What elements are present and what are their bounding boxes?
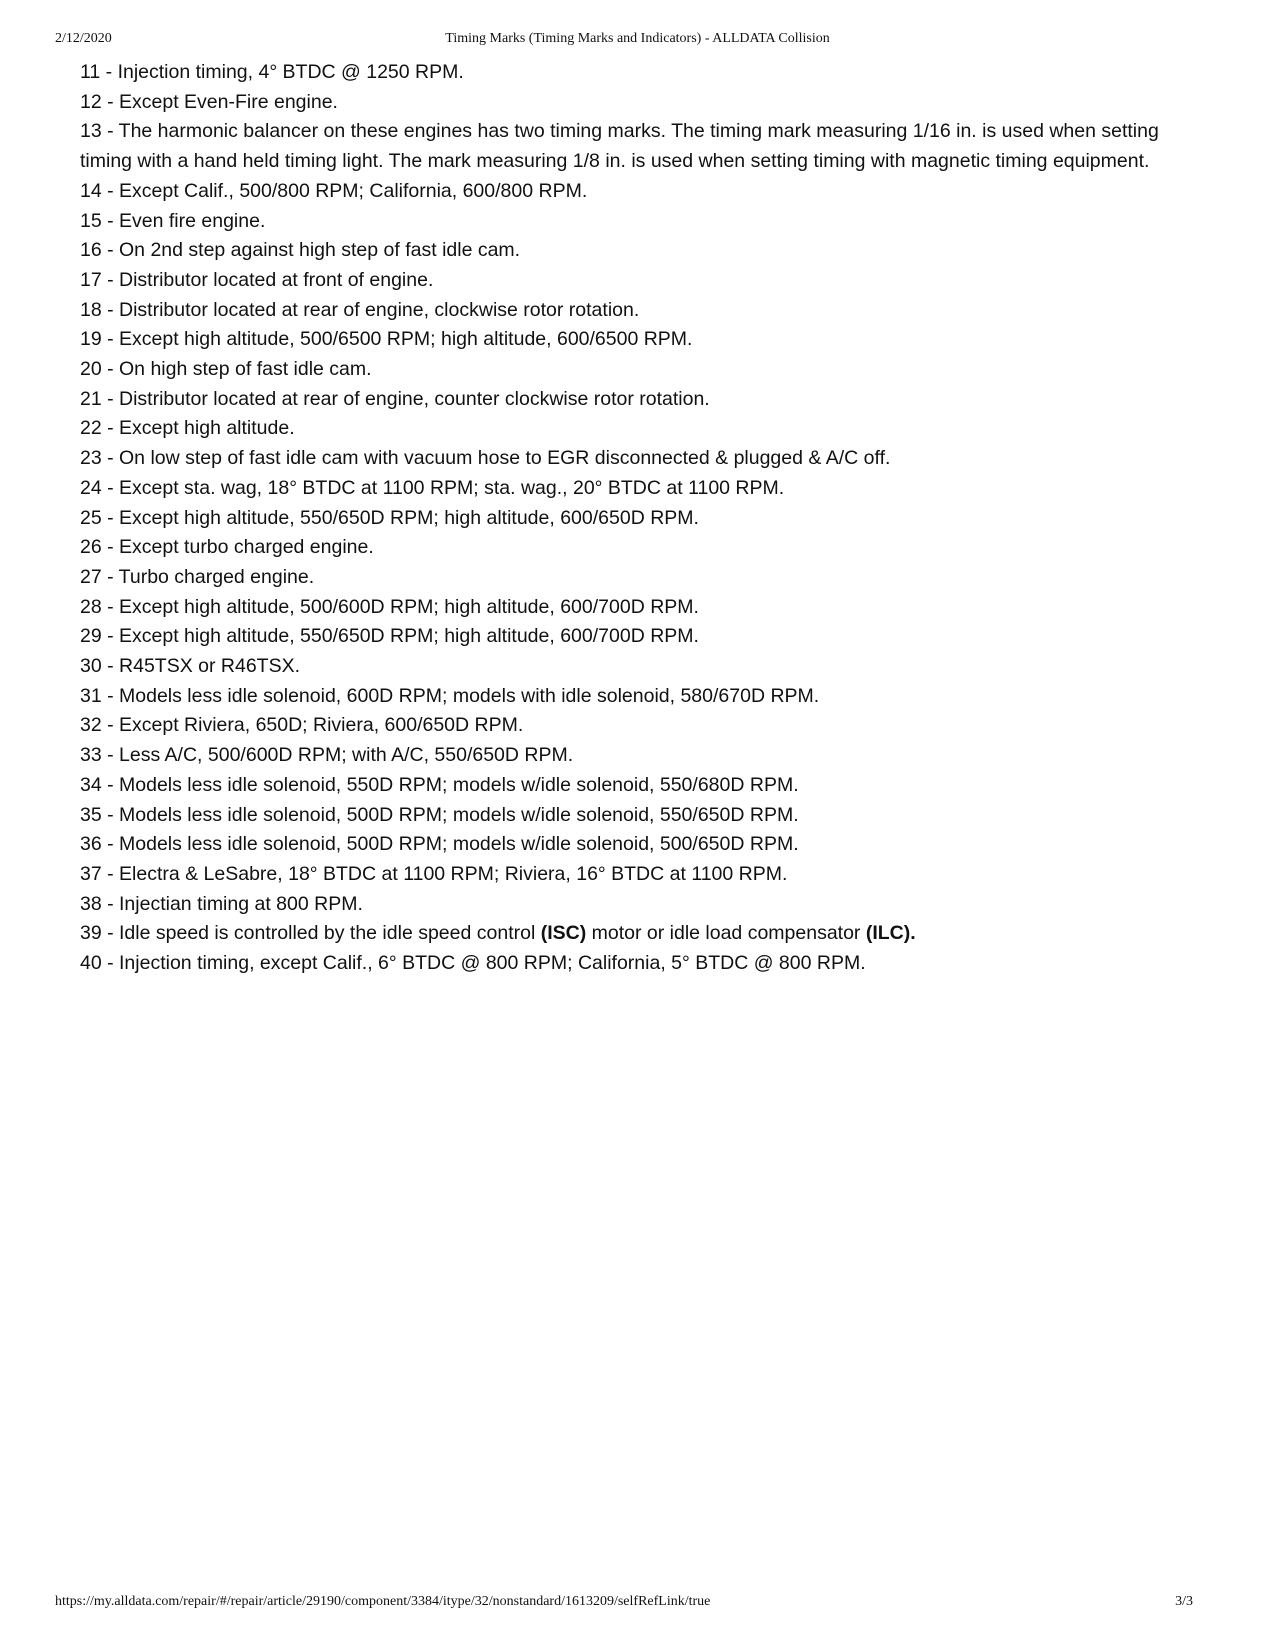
note-item: 33 - Less A/C, 500/600D RPM; with A/C, 550/650D RPM. (80, 744, 574, 767)
note-item: 34 - Models less idle solenoid, 550D RPM; models w/idle solenoid, 550/680D RPM. (80, 773, 799, 796)
note-item: 15 - Even fire engine. (80, 209, 266, 232)
note-item: 22 - Except high altitude. (80, 417, 295, 440)
isc-abbrev: (ISC) (540, 922, 587, 945)
note-item: 30 - R45TSX or R46TSX. (80, 655, 301, 678)
print-date: 2/12/2020 (55, 31, 112, 46)
note-item: 38 - Injectian timing at 800 RPM. (80, 892, 363, 915)
footnotes-list (80, 58, 1180, 979)
note-item: 16 - On 2nd step against high step of fast idle cam. (80, 239, 521, 262)
note-item: 12 - Except Even-Fire engine. (80, 90, 338, 113)
note-item: 24 - Except sta. wag, 18° BTDC at 1100 RPM; sta. wag., 20° BTDC at 1100 RPM. (80, 476, 785, 499)
note-item: 13 - The harmonic balancer on these engines has two timing marks. The timing mark measuring 1/16 in. is used when setting timing with a hand held timing light. The mark measuring 1/8 in. is used when setting timing with magnetic timing equipment. (80, 120, 1159, 173)
page-title: Timing Marks (Timing Marks and Indicators) - ALLDATA Collision (445, 31, 830, 46)
note-item: 32 - Except Riviera, 650D; Riviera, 600/650D RPM. (80, 714, 524, 737)
note-item (80, 919, 1180, 949)
note-item: 11 - Injection timing, 4° BTDC @ 1250 RPM. (80, 61, 464, 83)
note-item: 17 - Distributor located at front of engine. (80, 268, 434, 291)
note-text: 39 - Idle speed is controlled by the idle speed control (80, 922, 541, 945)
note-item: 18 - Distributor located at rear of engine, clockwise rotor rotation. (80, 298, 640, 321)
note-item: 40 - Injection timing, except Calif., 6° BTDC @ 800 RPM; California, 5° BTDC @ 800 RPM. (80, 952, 866, 975)
note-item: 31 - Models less idle solenoid, 600D RPM; models with idle solenoid, 580/670D RPM. (80, 684, 820, 707)
page-number: 3/3 (1175, 1594, 1193, 1609)
note-item: 19 - Except high altitude, 500/6500 RPM; high altitude, 600/6500 RPM. (80, 328, 693, 351)
note-item: 20 - On high step of fast idle cam. (80, 358, 372, 381)
note-item: 23 - On low step of fast idle cam with vacuum hose to EGR disconnected & plugged & A/C off. (80, 447, 891, 470)
note-item: 36 - Models less idle solenoid, 500D RPM; models w/idle solenoid, 500/650D RPM. (80, 833, 799, 856)
note-item: 25 - Except high altitude, 550/650D RPM; high altitude, 600/650D RPM. (80, 506, 699, 529)
note-item: 29 - Except high altitude, 550/650D RPM; high altitude, 600/700D RPM. (80, 625, 699, 648)
note-item: 28 - Except high altitude, 500/600D RPM; high altitude, 600/700D RPM. (80, 595, 699, 618)
source-url[interactable]: https://my.alldata.com/repair/#/repair/article/29190/component/3384/itype/32/nonstandard/1613209/selfRefLink/true (55, 1594, 711, 1609)
note-item: 35 - Models less idle solenoid, 500D RPM; models w/idle solenoid, 550/650D RPM. (80, 803, 799, 826)
note-item: 26 - Except turbo charged engine. (80, 536, 374, 559)
note-item: 14 - Except Calif., 500/800 RPM; California, 600/800 RPM. (80, 179, 588, 202)
ilc-abbrev: (ILC). (865, 922, 916, 945)
note-item: 21 - Distributor located at rear of engine, counter clockwise rotor rotation. (80, 387, 710, 410)
note-item: 37 - Electra & LeSabre, 18° BTDC at 1100 RPM; Riviera, 16° BTDC at 1100 RPM. (80, 862, 788, 885)
note-item: 27 - Turbo charged engine. (80, 565, 315, 588)
note-text: motor or idle load compensator (586, 922, 866, 945)
